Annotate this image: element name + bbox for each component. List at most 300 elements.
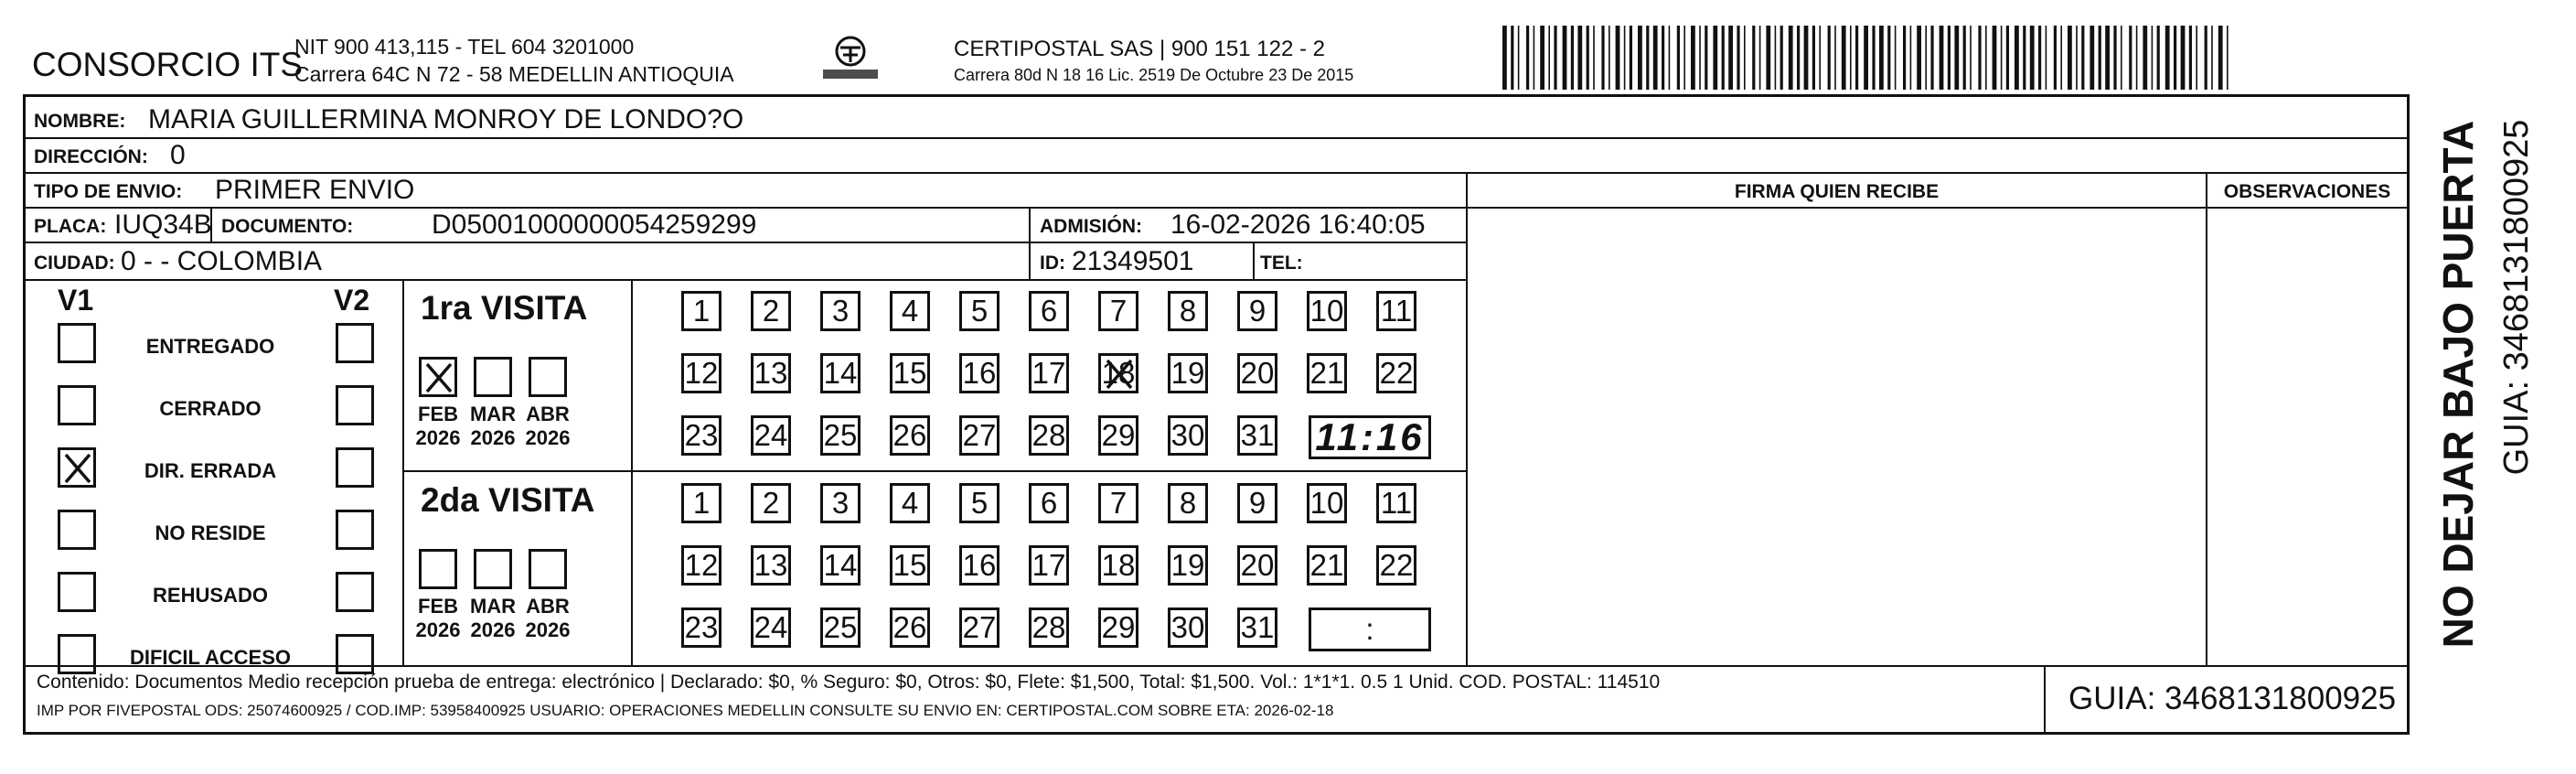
day-number: 18 xyxy=(1101,356,1136,390)
day-number: 5 xyxy=(970,294,989,328)
certipostal-logo xyxy=(814,35,887,86)
barcode-bar xyxy=(1601,26,1604,90)
barcode-bar xyxy=(1577,26,1582,90)
v1-checkbox-5[interactable] xyxy=(58,634,96,674)
day-number: 29 xyxy=(1101,610,1136,644)
visit1-day-8[interactable] xyxy=(1168,291,1208,331)
nombre-label: NOMBRE: xyxy=(34,111,126,132)
visit2-month-checkbox-2[interactable] xyxy=(529,549,567,589)
visit2-day-15[interactable] xyxy=(890,545,930,586)
barcode-bar xyxy=(1518,26,1520,90)
visit1-month-label-1 xyxy=(465,403,520,450)
company-info-line2: Carrera 64C N 72 - 58 MEDELLIN ANTIOQUIA xyxy=(294,62,734,86)
documento-value: D05001000000054259299 xyxy=(432,210,757,240)
barcode-bar xyxy=(2196,26,2197,90)
barcode-bar xyxy=(1669,26,1671,90)
visit2-day-9[interactable] xyxy=(1237,483,1277,523)
visit2-day-19[interactable] xyxy=(1168,545,1208,586)
barcode-bar xyxy=(1662,26,1664,90)
v2-checkbox-5[interactable] xyxy=(336,634,374,674)
day-number: 5 xyxy=(970,486,989,520)
visit1-day-29[interactable] xyxy=(1098,415,1138,456)
visit1-day-24[interactable] xyxy=(751,415,791,456)
day-number: 18 xyxy=(1101,548,1136,582)
day-number: 8 xyxy=(1179,294,1197,328)
day-number: 29 xyxy=(1101,418,1136,452)
visit1-day-4[interactable] xyxy=(890,291,930,331)
visit1-day-5[interactable] xyxy=(959,291,999,331)
barcode-bar xyxy=(1879,26,1884,90)
v1-header: V1 xyxy=(58,284,94,317)
day-number: 4 xyxy=(901,294,919,328)
day-number: 27 xyxy=(962,610,997,644)
day-number: 12 xyxy=(684,548,719,582)
visit2-day-4[interactable] xyxy=(890,483,930,523)
barcode-bar xyxy=(2006,26,2009,90)
barcode-bar xyxy=(2181,26,2186,90)
barcode-bar xyxy=(2211,26,2213,90)
visit2-day-20[interactable] xyxy=(1237,545,1277,586)
day-number: 7 xyxy=(1109,294,1128,328)
barcode-bar xyxy=(1954,26,1959,90)
visit2-day-30[interactable] xyxy=(1168,607,1208,648)
v1-checkbox-4[interactable] xyxy=(58,572,96,612)
day-number: 2 xyxy=(762,486,780,520)
visit1-day-16[interactable] xyxy=(959,353,999,393)
barcode-bar xyxy=(1903,26,1906,90)
month-year: 2026 xyxy=(470,618,516,641)
barcode-bar xyxy=(1940,26,1944,90)
documento-label: DOCUMENTO: xyxy=(221,216,354,237)
barcode-bar xyxy=(1638,26,1642,90)
day-number: 30 xyxy=(1170,610,1205,644)
admision-value: 16-02-2026 16:40:05 xyxy=(1170,210,1426,240)
day-number: 21 xyxy=(1309,356,1344,390)
month-name: MAR xyxy=(469,403,517,425)
barcode-bar xyxy=(2099,26,2101,90)
visit2-day-12[interactable] xyxy=(681,545,721,586)
visit1-day-30[interactable] xyxy=(1168,415,1208,456)
visit2-day-16[interactable] xyxy=(959,545,999,586)
day-number: 25 xyxy=(823,610,858,644)
barcode-bar xyxy=(2054,26,2057,90)
day-number: 25 xyxy=(823,418,858,452)
visit2-time-field[interactable] xyxy=(1309,607,1431,651)
status-label-2: DIR. ERRADA xyxy=(144,459,277,482)
barcode xyxy=(1502,26,2234,90)
barcode-bar xyxy=(1993,26,1997,90)
visit1-title: 1ra VISITA xyxy=(421,289,588,327)
visit2-day-3[interactable] xyxy=(820,483,860,523)
status-label-5: DIFICIL ACCESO xyxy=(129,646,291,669)
barcode-bar xyxy=(1925,26,1927,90)
barcode-bar xyxy=(2081,26,2084,90)
month-year: 2026 xyxy=(415,618,461,641)
visit1-day-10[interactable] xyxy=(1307,291,1347,331)
barcode-bar xyxy=(2023,26,2026,90)
day-number: 19 xyxy=(1170,356,1205,390)
barcode-bar xyxy=(2152,26,2154,90)
footer-line1: Contenido: Documentos Medio recepción prueba de entrega: electrónico | Declarado: $0, % Seguro: $0, Otros: $0, Flete: $1,500, Total: $1,500. Vol.: 1*1*1. 0.5 1 Unid. COD. POSTAL: 114510 xyxy=(37,672,1661,693)
visit1-day-20[interactable] xyxy=(1237,353,1277,393)
day-number: 15 xyxy=(893,356,927,390)
barcode-bar xyxy=(1571,26,1574,90)
barcode-bar xyxy=(2060,26,2062,90)
status-label-4: REHUSADO xyxy=(153,584,268,607)
visit-time: : xyxy=(1365,612,1374,646)
v2-checkbox-0[interactable] xyxy=(336,323,374,363)
footer-line2: IMP POR FIVEPOSTAL ODS: 25074600925 / COD.IMP: 53958400925 USUARIO: OPERACIONES MEDELLIN CONSULTE SU ENVIO EN: CERTIPOSTAL.COM SOBRE ETA: 2026-02-18 xyxy=(37,702,1334,719)
visit1-day-11[interactable] xyxy=(1376,291,1416,331)
day-number: 6 xyxy=(1040,486,1058,520)
day-number: 20 xyxy=(1240,548,1275,582)
day-number: 21 xyxy=(1309,548,1344,582)
barcode-bar xyxy=(2068,26,2072,90)
barcode-bar xyxy=(2038,26,2041,90)
day-number: 23 xyxy=(684,418,719,452)
barcode-bar xyxy=(1812,26,1815,90)
nombre-value: MARIA GUILLERMINA MONROY DE LONDO?O xyxy=(148,104,744,134)
day-number: 1 xyxy=(692,486,711,520)
v1-checkbox-2[interactable] xyxy=(58,447,96,488)
barcode-bar xyxy=(2136,26,2138,90)
visit1-day-22[interactable] xyxy=(1376,353,1416,393)
visit2-day-7[interactable] xyxy=(1098,483,1138,523)
tipo-envio-value: PRIMER ENVIO xyxy=(215,175,415,205)
month-name: FEB xyxy=(418,403,458,425)
visit1-day-27[interactable] xyxy=(959,415,999,456)
barcode-bar xyxy=(1828,26,1831,90)
visit1-day-23[interactable] xyxy=(681,415,721,456)
company-name: CONSORCIO ITS xyxy=(32,46,304,83)
status-label-3: NO RESIDE xyxy=(155,521,266,544)
visit2-day-24[interactable] xyxy=(751,607,791,648)
x-mark-icon xyxy=(424,361,454,394)
day-number: 26 xyxy=(893,418,927,452)
day-number: 19 xyxy=(1170,548,1205,582)
barcode-bar xyxy=(2129,26,2132,90)
day-number: 9 xyxy=(1248,294,1267,328)
barcode-bar xyxy=(1705,26,1707,90)
visit1-day-1[interactable] xyxy=(681,291,721,331)
visit2-day-23[interactable] xyxy=(681,607,721,648)
barcode-bar xyxy=(2174,26,2176,90)
visit2-month-checkbox-1[interactable] xyxy=(474,549,512,589)
v2-checkbox-1[interactable] xyxy=(336,385,374,425)
month-name: ABR xyxy=(526,403,570,425)
v2-checkbox-2[interactable] xyxy=(336,447,374,488)
visit1-day-13[interactable] xyxy=(751,353,791,393)
carrier-info-line1: CERTIPOSTAL SAS | 900 151 122 - 2 xyxy=(954,37,1325,61)
day-number: 13 xyxy=(754,356,788,390)
visit1-day-28[interactable] xyxy=(1029,415,1069,456)
day-number: 15 xyxy=(893,548,927,582)
observaciones-header: OBSERVACIONES xyxy=(2223,181,2391,202)
barcode-bar xyxy=(1797,26,1800,90)
day-number: 14 xyxy=(823,548,858,582)
month-year: 2026 xyxy=(525,426,571,449)
visit2-day-2[interactable] xyxy=(751,483,791,523)
day-number: 16 xyxy=(962,356,997,390)
visit1-day-17[interactable] xyxy=(1029,353,1069,393)
day-number: 31 xyxy=(1240,418,1275,452)
v2-checkbox-4[interactable] xyxy=(336,572,374,612)
barcode-bar xyxy=(1872,26,1875,90)
day-number: 20 xyxy=(1240,356,1275,390)
visit2-day-29[interactable] xyxy=(1098,607,1138,648)
barcode-bar xyxy=(1587,26,1589,90)
day-number: 30 xyxy=(1170,418,1205,452)
day-number: 9 xyxy=(1248,486,1267,520)
month-name: MAR xyxy=(469,595,517,618)
day-number: 8 xyxy=(1179,486,1197,520)
day-number: 14 xyxy=(823,356,858,390)
side-warning: NO DEJAR BAJO PUERTA xyxy=(2434,120,2482,649)
month-year: 2026 xyxy=(415,426,461,449)
day-number: 12 xyxy=(684,356,719,390)
barcode-bar xyxy=(2113,26,2116,90)
barcode-bar xyxy=(1616,26,1620,90)
side-guia: GUIA: 3468131800925 xyxy=(2497,119,2536,476)
visit2-month-label-2 xyxy=(520,595,575,642)
barcode-bar xyxy=(2076,26,2078,90)
barcode-bar xyxy=(1978,26,1981,90)
barcode-bar xyxy=(1722,26,1725,90)
day-number: 28 xyxy=(1031,418,1066,452)
day-number: 17 xyxy=(1031,548,1066,582)
barcode-bar xyxy=(1759,26,1761,90)
barcode-bar xyxy=(1752,26,1755,90)
x-mark-icon xyxy=(63,452,92,485)
barcode-bar xyxy=(2001,26,2003,90)
barcode-bar xyxy=(1744,26,1746,90)
barcode-bar xyxy=(1780,26,1783,90)
barcode-bar xyxy=(1548,26,1550,90)
x-mark-icon xyxy=(1103,358,1136,391)
barcode-bar xyxy=(1963,26,1966,90)
day-number: 10 xyxy=(1309,294,1344,328)
visit1-time-field[interactable] xyxy=(1309,415,1431,459)
v2-checkbox-3[interactable] xyxy=(336,510,374,550)
day-number: 24 xyxy=(754,418,788,452)
visit1-month-label-0 xyxy=(411,403,465,450)
barcode-bar xyxy=(1775,26,1777,90)
visit2-day-13[interactable] xyxy=(751,545,791,586)
v1-checkbox-1[interactable] xyxy=(58,385,96,425)
barcode-bar xyxy=(1699,26,1701,90)
day-number: 4 xyxy=(901,486,919,520)
barcode-bar xyxy=(1713,26,1717,90)
day-number: 17 xyxy=(1031,356,1066,390)
visit1-day-19[interactable] xyxy=(1168,353,1208,393)
visit2-day-18[interactable] xyxy=(1098,545,1138,586)
day-number: 22 xyxy=(1379,548,1414,582)
barcode-bar xyxy=(2205,26,2207,90)
barcode-bar xyxy=(2046,26,2047,90)
barcode-bar xyxy=(1511,26,1513,90)
footer-guia: GUIA: 3468131800925 xyxy=(2068,681,2397,716)
barcode-bar xyxy=(1855,26,1858,90)
status-label-0: ENTREGADO xyxy=(145,335,275,358)
visit1-month-checkbox-2[interactable] xyxy=(529,357,567,397)
visit1-day-9[interactable] xyxy=(1237,291,1277,331)
visit1-day-12[interactable] xyxy=(681,353,721,393)
visit2-day-25[interactable] xyxy=(820,607,860,648)
v2-header: V2 xyxy=(334,284,370,317)
status-label-1: CERRADO xyxy=(159,397,262,420)
visit1-day-26[interactable] xyxy=(890,415,930,456)
barcode-bar xyxy=(2090,26,2094,90)
visit2-day-31[interactable] xyxy=(1237,607,1277,648)
day-number: 27 xyxy=(962,418,997,452)
barcode-bar xyxy=(1630,26,1632,90)
barcode-bar xyxy=(1887,26,1890,90)
barcode-bar xyxy=(1624,26,1626,90)
day-number: 10 xyxy=(1309,486,1344,520)
day-number: 24 xyxy=(754,610,788,644)
day-number: 2 xyxy=(762,294,780,328)
barcode-bar xyxy=(1804,26,1809,90)
placa-value: IUQ34B xyxy=(114,210,212,240)
barcode-bar xyxy=(2165,26,2170,90)
placa-label: PLACA: xyxy=(34,216,107,237)
carrier-info-line2: Carrera 80d N 18 16 Lic. 2519 De Octubre 23 De 2015 xyxy=(954,66,1354,84)
barcode-bar xyxy=(2189,26,2192,90)
barcode-bar xyxy=(1766,26,1770,90)
barcode-bar xyxy=(1819,26,1821,90)
visit2-day-5[interactable] xyxy=(959,483,999,523)
visit2-day-26[interactable] xyxy=(890,607,930,648)
barcode-bar xyxy=(1609,26,1610,90)
day-number: 11 xyxy=(1380,294,1413,328)
firma-header: FIRMA QUIEN RECIBE xyxy=(1734,181,1940,202)
visit1-day-2[interactable] xyxy=(751,291,791,331)
visit2-month-label-1 xyxy=(465,595,520,642)
day-number: 1 xyxy=(692,294,711,328)
barcode-bar xyxy=(1728,26,1733,90)
visit1-day-31[interactable] xyxy=(1237,415,1277,456)
barcode-bar xyxy=(1834,26,1836,90)
barcode-bar xyxy=(1895,26,1897,90)
day-number: 31 xyxy=(1240,610,1275,644)
barcode-bar xyxy=(2143,26,2147,90)
visit1-day-15[interactable] xyxy=(890,353,930,393)
barcode-bar xyxy=(1985,26,1987,90)
barcode-bar xyxy=(2218,26,2223,90)
direccion-label: DIRECCIÓN: xyxy=(34,146,148,167)
ciudad-value: 0 - - COLOMBIA xyxy=(121,246,323,276)
barcode-bar xyxy=(2227,26,2229,90)
barcode-bar xyxy=(1930,26,1933,90)
visit2-day-21[interactable] xyxy=(1307,545,1347,586)
id-value: 21349501 xyxy=(1072,246,1194,276)
tipo-envio-label: TIPO DE ENVIO: xyxy=(34,181,183,202)
visit-time: 11:16 xyxy=(1315,415,1425,458)
barcode-bar xyxy=(1842,26,1846,90)
barcode-bar xyxy=(1948,26,1951,90)
day-number: 7 xyxy=(1109,486,1128,520)
day-number: 13 xyxy=(754,548,788,582)
visit1-month-label-2 xyxy=(520,403,575,450)
barcode-bar xyxy=(1970,26,1972,90)
day-number: 6 xyxy=(1040,294,1058,328)
barcode-bar xyxy=(1526,26,1529,90)
visit1-month-checkbox-1[interactable] xyxy=(474,357,512,397)
admision-label: ADMISIÓN: xyxy=(1040,216,1142,237)
day-number: 28 xyxy=(1031,610,1066,644)
day-number: 3 xyxy=(831,486,850,520)
barcode-bar xyxy=(1554,26,1556,90)
visit1-month-checkbox-0[interactable] xyxy=(419,357,457,397)
id-label: ID: xyxy=(1040,253,1065,274)
barcode-bar xyxy=(1534,26,1535,90)
barcode-bar xyxy=(2157,26,2160,90)
visit1-day-21[interactable] xyxy=(1307,353,1347,393)
visit2-month-checkbox-0[interactable] xyxy=(419,549,457,589)
barcode-bar xyxy=(1502,26,1507,90)
visit2-month-label-0 xyxy=(411,595,465,642)
barcode-bar xyxy=(2105,26,2110,90)
company-info-line1: NIT 900 413,115 - TEL 604 3201000 xyxy=(294,35,635,59)
barcode-bar xyxy=(1691,26,1695,90)
month-year: 2026 xyxy=(470,426,516,449)
month-name: FEB xyxy=(418,595,458,618)
barcode-bar xyxy=(2121,26,2122,90)
day-number: 16 xyxy=(962,548,997,582)
visit1-day-7[interactable] xyxy=(1098,291,1138,331)
visit2-day-10[interactable] xyxy=(1307,483,1347,523)
visit2-day-22[interactable] xyxy=(1376,545,1416,586)
tel-label: TEL: xyxy=(1260,253,1303,274)
direccion-value: 0 xyxy=(170,140,186,170)
barcode-bar xyxy=(2030,26,2035,90)
v1-checkbox-3[interactable] xyxy=(58,510,96,550)
barcode-bar xyxy=(1683,26,1685,90)
visit2-day-8[interactable] xyxy=(1168,483,1208,523)
barcode-bar xyxy=(1850,26,1852,90)
day-number: 26 xyxy=(893,610,927,644)
barcode-bar xyxy=(1593,26,1595,90)
visit1-day-14[interactable] xyxy=(820,353,860,393)
visit2-day-28[interactable] xyxy=(1029,607,1069,648)
visit1-day-25[interactable] xyxy=(820,415,860,456)
visit2-day-14[interactable] xyxy=(820,545,860,586)
barcode-bar xyxy=(1563,26,1567,90)
visit1-day-18[interactable] xyxy=(1098,353,1138,393)
day-number: 11 xyxy=(1380,486,1413,520)
barcode-bar xyxy=(1677,26,1680,90)
visit2-day-27[interactable] xyxy=(959,607,999,648)
visit2-day-11[interactable] xyxy=(1376,483,1416,523)
visit1-day-3[interactable] xyxy=(820,291,860,331)
barcode-bar xyxy=(1540,26,1545,90)
ciudad-label: CIUDAD: xyxy=(34,253,115,274)
month-year: 2026 xyxy=(525,618,571,641)
barcode-bar xyxy=(1646,26,1649,90)
barcode-bar xyxy=(1737,26,1739,90)
visit2-day-17[interactable] xyxy=(1029,545,1069,586)
barcode-bar xyxy=(1789,26,1793,90)
v1-checkbox-0[interactable] xyxy=(58,323,96,363)
visit1-day-6[interactable] xyxy=(1029,291,1069,331)
barcode-bar xyxy=(1917,26,1921,90)
barcode-bar xyxy=(1910,26,1912,90)
visit2-day-6[interactable] xyxy=(1029,483,1069,523)
barcode-bar xyxy=(1653,26,1658,90)
visit2-title: 2da VISITA xyxy=(421,481,595,519)
visit2-day-1[interactable] xyxy=(681,483,721,523)
barcode-bar xyxy=(2015,26,2019,90)
